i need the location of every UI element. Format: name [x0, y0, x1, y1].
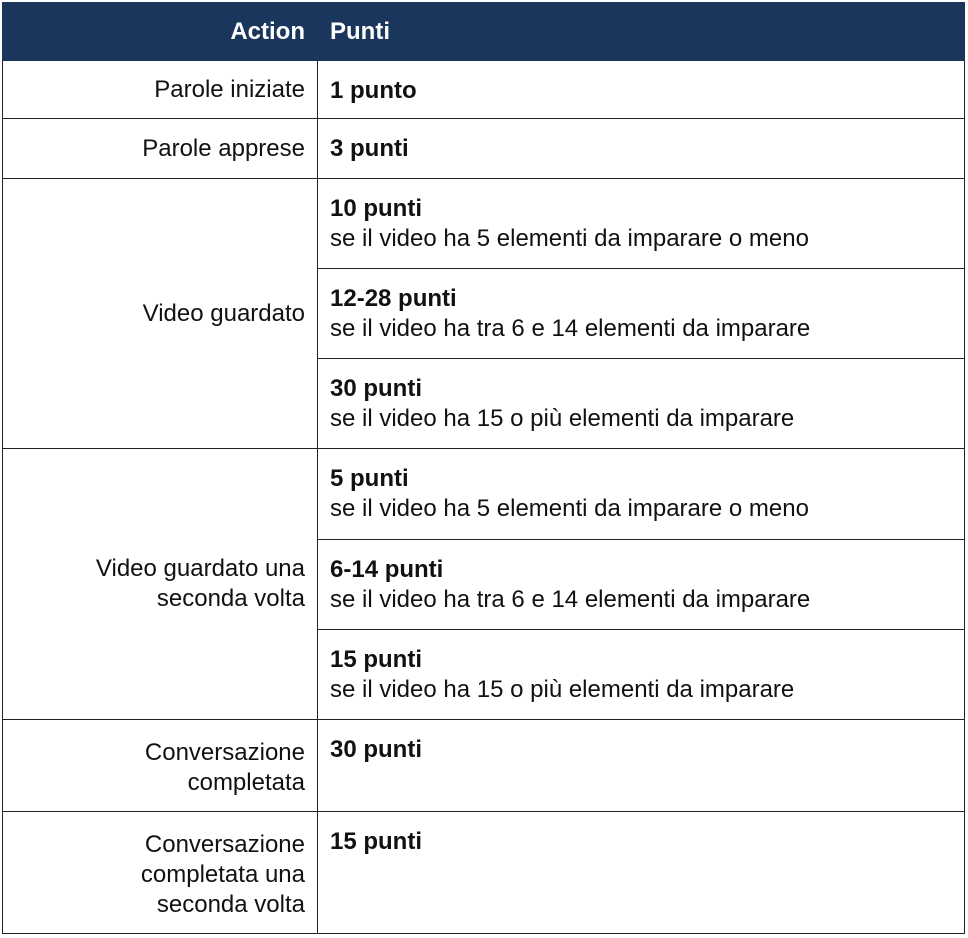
- header-action: Action: [3, 3, 318, 61]
- points-cell: [318, 269, 965, 359]
- header-row: [3, 3, 965, 61]
- table-row: [3, 179, 965, 269]
- table-row: [3, 449, 965, 540]
- points-value: 3 punti: [330, 135, 409, 162]
- points-value: 1 punto: [330, 77, 417, 104]
- header-points: Punti: [318, 3, 965, 61]
- table-row: [3, 61, 965, 119]
- points-note: se il video ha 5 elementi da imparare o meno: [330, 495, 809, 522]
- action-cell: Conversazione completata: [3, 720, 318, 812]
- points-note: se il video ha tra 6 e 14 elementi da imparare: [330, 315, 811, 342]
- points-cell: [318, 359, 965, 449]
- points-cell: [318, 720, 965, 812]
- points-cell: [318, 540, 965, 630]
- action-cell: Conversazione completata una seconda volta: [3, 812, 318, 934]
- action-cell: Video guardato: [3, 179, 318, 449]
- points-cell: [318, 449, 965, 540]
- action-cell: Video guardato una seconda volta: [3, 449, 318, 720]
- points-note: se il video ha 5 elementi da imparare o meno: [330, 225, 809, 252]
- points-cell: [318, 630, 965, 720]
- table-row: [3, 812, 965, 934]
- table-row: [3, 119, 965, 179]
- points-cell: [318, 61, 965, 119]
- points-value: 6-14 punti: [330, 556, 444, 583]
- points-value: 5 punti: [330, 465, 409, 492]
- points-note: se il video ha 15 o più elementi da imparare: [330, 405, 795, 432]
- points-value: 30 punti: [330, 736, 423, 763]
- points-cell: [318, 812, 965, 934]
- points-note: se il video ha 15 o più elementi da imparare: [330, 676, 795, 703]
- points-note: se il video ha tra 6 e 14 elementi da imparare: [330, 586, 811, 613]
- points-value: 12-28 punti: [330, 285, 457, 312]
- action-cell: Parole apprese: [3, 119, 318, 179]
- points-cell: [318, 119, 965, 179]
- points-value: 30 punti: [330, 375, 423, 402]
- points-table: [2, 2, 965, 934]
- table-row: [3, 720, 965, 812]
- action-cell: Parole iniziate: [3, 61, 318, 119]
- points-value: 15 punti: [330, 646, 423, 673]
- points-value: 15 punti: [330, 828, 423, 855]
- points-value: 10 punti: [330, 195, 423, 222]
- points-cell: [318, 179, 965, 269]
